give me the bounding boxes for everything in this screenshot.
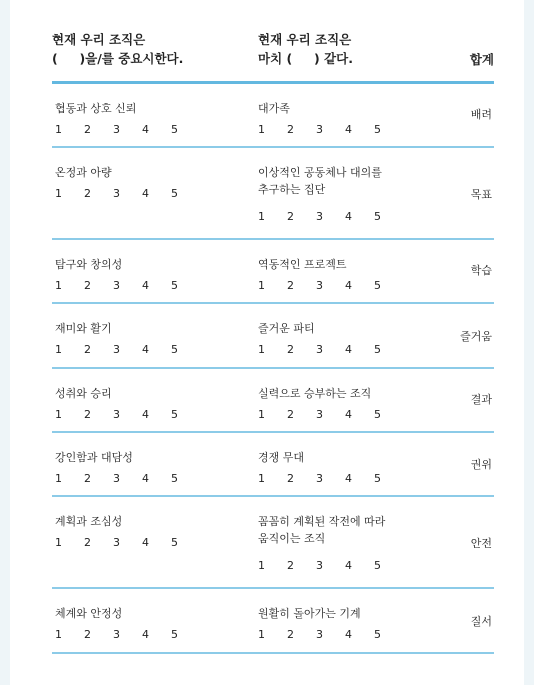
- rating-option[interactable]: 5: [374, 472, 381, 485]
- rating-scale: [55, 626, 200, 643]
- value-cell: [55, 449, 200, 487]
- rating-option[interactable]: 1: [258, 628, 265, 641]
- rating-scale: [258, 277, 403, 294]
- rating-option[interactable]: 4: [345, 472, 352, 485]
- rating-option[interactable]: 1: [258, 210, 265, 223]
- rating-option[interactable]: 2: [287, 559, 294, 572]
- rating-option[interactable]: 1: [55, 408, 62, 421]
- value-cell: [55, 385, 200, 423]
- rating-scale: [258, 626, 403, 643]
- worksheet-page: [10, 0, 524, 685]
- metaphor-cell-label: 역동적인 프로젝트: [258, 258, 347, 271]
- rating-option[interactable]: 3: [113, 123, 120, 136]
- rating-option[interactable]: 1: [258, 559, 265, 572]
- metaphor-cell: [258, 449, 403, 487]
- rating-option[interactable]: 4: [142, 187, 149, 200]
- rating-option[interactable]: 5: [374, 279, 381, 292]
- rating-option[interactable]: 1: [258, 472, 265, 485]
- rating-option[interactable]: 3: [113, 343, 120, 356]
- total-label: 질서: [470, 615, 492, 628]
- rating-option[interactable]: 3: [316, 559, 323, 572]
- metaphor-cell: [258, 164, 403, 225]
- total-label: 목표: [470, 188, 492, 201]
- value-cell: [55, 320, 200, 358]
- rating-scale: [55, 121, 200, 138]
- rating-option[interactable]: 3: [316, 343, 323, 356]
- rating-option[interactable]: 5: [171, 408, 178, 421]
- rating-option[interactable]: 4: [345, 408, 352, 421]
- value-cell: [55, 513, 200, 551]
- rating-scale: [258, 470, 403, 487]
- rating-scale: [258, 208, 403, 225]
- rating-option[interactable]: 2: [287, 408, 294, 421]
- rating-option[interactable]: 4: [142, 123, 149, 136]
- rating-option[interactable]: 1: [55, 536, 62, 549]
- rating-option[interactable]: 3: [113, 408, 120, 421]
- rating-option[interactable]: 4: [345, 343, 352, 356]
- rating-option[interactable]: 3: [113, 472, 120, 485]
- metaphor-cell: [258, 513, 403, 574]
- rating-option[interactable]: 4: [345, 279, 352, 292]
- value-cell: [55, 605, 200, 643]
- rating-option[interactable]: 4: [142, 472, 149, 485]
- header-values-line2: ( )을/를 중요시한다.: [52, 51, 184, 66]
- metaphor-cell: [258, 256, 403, 294]
- metaphor-cell-label: 원활히 돌아가는 기계: [258, 607, 361, 620]
- rating-option[interactable]: 3: [113, 187, 120, 200]
- table-header: [52, 30, 494, 82]
- rating-scale: [55, 534, 200, 551]
- metaphor-cell: [258, 320, 403, 358]
- total-label: 안전: [470, 537, 492, 550]
- rating-scale: [55, 185, 200, 202]
- rating-scale: [258, 121, 403, 138]
- rating-scale: [55, 470, 200, 487]
- rating-option[interactable]: 2: [287, 472, 294, 485]
- table-row: [52, 148, 494, 240]
- value-cell: [55, 256, 200, 294]
- value-cell-label: 협동과 상호 신뢰: [55, 102, 137, 115]
- rating-option[interactable]: 5: [171, 123, 178, 136]
- rating-option[interactable]: 4: [142, 343, 149, 356]
- rating-option[interactable]: 2: [287, 123, 294, 136]
- metaphor-cell: [258, 605, 403, 643]
- rating-option[interactable]: 4: [142, 628, 149, 641]
- rating-option[interactable]: 2: [287, 343, 294, 356]
- table-row: [52, 84, 494, 148]
- rating-option[interactable]: 1: [55, 123, 62, 136]
- rating-option[interactable]: 5: [171, 472, 178, 485]
- value-cell-label: 체계와 안정성: [55, 607, 123, 620]
- rating-option[interactable]: 1: [258, 279, 265, 292]
- header-values-column: [52, 30, 183, 68]
- rating-option[interactable]: 1: [55, 472, 62, 485]
- total-label: 학습: [470, 264, 492, 277]
- rating-option[interactable]: 1: [258, 408, 265, 421]
- value-cell: [55, 164, 200, 202]
- metaphor-cell: [258, 385, 403, 423]
- rating-option[interactable]: 4: [345, 559, 352, 572]
- rating-option[interactable]: 5: [171, 187, 178, 200]
- rating-option[interactable]: 5: [374, 408, 381, 421]
- row-divider: [52, 652, 494, 654]
- rating-scale: [258, 341, 403, 358]
- rating-option[interactable]: 5: [171, 343, 178, 356]
- rating-option[interactable]: 5: [171, 279, 178, 292]
- total-label: 결과: [470, 393, 492, 406]
- header-values-line1: 현재 우리 조직은: [52, 32, 146, 47]
- value-cell-label: 강인함과 대담성: [55, 451, 133, 464]
- rating-option[interactable]: 5: [374, 628, 381, 641]
- rating-option[interactable]: 1: [55, 628, 62, 641]
- rating-option[interactable]: 1: [258, 123, 265, 136]
- table-row: [52, 240, 494, 304]
- rating-option[interactable]: 2: [84, 408, 91, 421]
- rating-option[interactable]: 3: [316, 628, 323, 641]
- rating-option[interactable]: 5: [374, 559, 381, 572]
- rating-option[interactable]: 4: [142, 408, 149, 421]
- metaphor-cell-label: 이상적인 공동체나 대의를 추구하는 집단: [258, 166, 382, 196]
- rating-option[interactable]: 3: [316, 123, 323, 136]
- rating-option[interactable]: 5: [374, 210, 381, 223]
- table-row: [52, 433, 494, 497]
- value-cell-label: 온정과 아량: [55, 166, 112, 179]
- value-cell-label: 계획과 조심성: [55, 515, 123, 528]
- header-metaphor-line2: 마치 ( ) 같다.: [258, 51, 353, 66]
- header-metaphor-column: [258, 30, 353, 68]
- rating-option[interactable]: 2: [84, 279, 91, 292]
- rating-option[interactable]: 1: [55, 279, 62, 292]
- rating-option[interactable]: 4: [345, 628, 352, 641]
- total-label: 즐거움: [460, 330, 492, 343]
- value-cell-label: 재미와 활기: [55, 322, 112, 335]
- rating-option[interactable]: 3: [316, 210, 323, 223]
- header-metaphor-line1: 현재 우리 조직은: [258, 32, 352, 47]
- rating-option[interactable]: 4: [345, 123, 352, 136]
- rating-scale: [258, 406, 403, 423]
- rating-option[interactable]: 2: [84, 343, 91, 356]
- rating-option[interactable]: 4: [345, 210, 352, 223]
- rating-option[interactable]: 5: [171, 536, 178, 549]
- rating-scale: [55, 406, 200, 423]
- rating-option[interactable]: 5: [374, 123, 381, 136]
- total-label: 배려: [470, 108, 492, 121]
- metaphor-cell-label: 경쟁 무대: [258, 451, 305, 464]
- rating-option[interactable]: 3: [316, 279, 323, 292]
- rating-option[interactable]: 1: [258, 343, 265, 356]
- rating-scale: [258, 557, 403, 574]
- rating-option[interactable]: 2: [287, 210, 294, 223]
- rating-option[interactable]: 1: [55, 187, 62, 200]
- table-row: [52, 497, 494, 589]
- metaphor-cell-label: 실력으로 승부하는 조직: [258, 387, 372, 400]
- rating-option[interactable]: 2: [84, 187, 91, 200]
- metaphor-cell-label: 즐거운 파티: [258, 322, 315, 335]
- rating-option[interactable]: 3: [113, 279, 120, 292]
- rating-option[interactable]: 2: [287, 628, 294, 641]
- metaphor-cell-label: 대가족: [258, 102, 290, 115]
- metaphor-cell: [258, 100, 403, 138]
- rating-option[interactable]: 4: [142, 279, 149, 292]
- value-cell-label: 탐구와 창의성: [55, 258, 123, 271]
- rating-option[interactable]: 3: [316, 408, 323, 421]
- rating-option[interactable]: 5: [374, 343, 381, 356]
- value-cell-label: 성취와 승리: [55, 387, 112, 400]
- rating-scale: [55, 341, 200, 358]
- table-row: [52, 304, 494, 369]
- metaphor-cell-label: 꼼꼼히 계획된 작전에 따라 움직이는 조직: [258, 515, 386, 545]
- rating-option[interactable]: 4: [142, 536, 149, 549]
- header-total-column: 합계: [469, 52, 494, 67]
- rating-option[interactable]: 2: [84, 628, 91, 641]
- rating-option[interactable]: 2: [84, 472, 91, 485]
- table-row: [52, 589, 494, 654]
- rating-scale: [55, 277, 200, 294]
- rating-option[interactable]: 5: [171, 628, 178, 641]
- rating-option[interactable]: 2: [84, 536, 91, 549]
- table-row: [52, 369, 494, 433]
- rating-option[interactable]: 2: [84, 123, 91, 136]
- value-cell: [55, 100, 200, 138]
- total-label: 권위: [470, 458, 492, 471]
- rating-option[interactable]: 3: [113, 536, 120, 549]
- rating-option[interactable]: 3: [316, 472, 323, 485]
- rating-option[interactable]: 2: [287, 279, 294, 292]
- rating-option[interactable]: 1: [55, 343, 62, 356]
- rating-option[interactable]: 3: [113, 628, 120, 641]
